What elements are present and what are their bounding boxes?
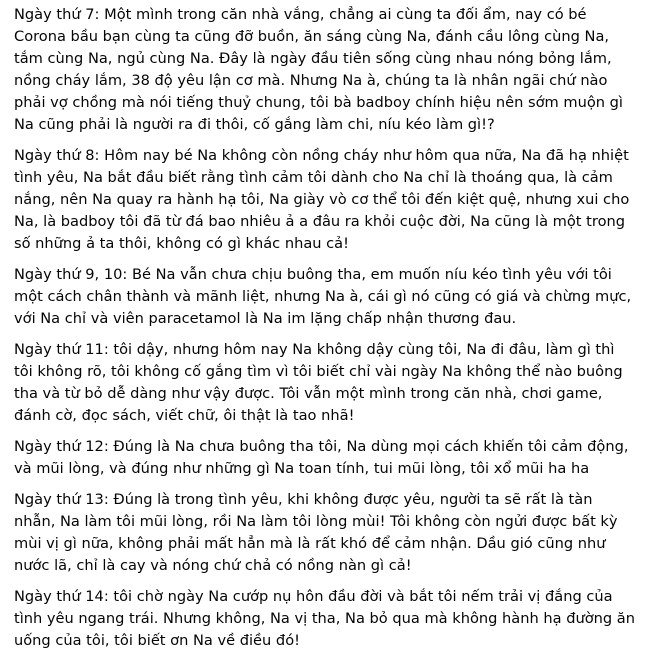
post-paragraph-day-11: Ngày thứ 11: tôi dậy, nhưng hôm nay Na không dậy cùng tôi, Na đi đâu, làm gì thì tôi không rõ, tôi không cố gắng tìm vì tôi biết chỉ vài ngày Na không thể nào buông tha và từ bỏ dễ dàng như vậy được. Tôi vẫn một mình trong căn nhà, chơi game, đánh cờ, đọc sách, viết chữ, ôi thật là tao nhã! (14, 341, 623, 424)
post-paragraph-day-7: Ngày thứ 7: Một mình trong căn nhà vắng, chẳng ai cùng ta đối ẩm, nay có bé Corona bầu bạn cùng ta cũng đỡ buồn, ăn sáng cùng Na, đánh cầu lông cùng Na, tắm cùng Na, ngủ cùng Na. Đây là ngày đầu tiên sống cùng nhau nóng bỏng lắm, nồng cháy lắm, 38 độ yêu lận cơ mà. Nhưng Na à, chúng ta là nhân ngãi chứ nào phải vợ chồng mà nói tiếng thuỷ chung, tôi bà badboy chính hiệu nên sớm muộn gì Na cũng phải là người ra đi thôi, cố gắng làm chi, níu kéo làm gì!? (14, 6, 623, 133)
post-paragraph-day-9-10: Ngày thứ 9, 10: Bé Na vẫn chưa chịu buông tha, em muốn níu kéo tình yêu với tôi một cách chân thành và mãnh liệt, nhưng Na à, cái gì nó cũng có giá và chừng mực, với Na chỉ và viên paracetamol là Na im lặng chấp nhận thương đau. (14, 266, 632, 327)
post-paragraph-day-12: Ngày thứ 12: Đúng là Na chưa buông tha tôi, Na dùng mọi cách khiến tôi cảm động, và mũi lòng, và đúng như những gì Na toan tính, tui mũi lòng, tôi xổ mũi ha ha (14, 438, 629, 477)
post-paragraph-day-13: Ngày thứ 13: Đúng là trong tình yêu, khi không được yêu, người ta sẽ rất là tàn nhẫn, Na làm tôi mũi lòng, rồi Na làm tôi lòng mùi! Tôi không còn ngửi được bất kỳ mùi vị gì nữa, không phải mất hẳn mà là rất khó để cảm nhận. Dầu gió cũng như nước lã, chỉ là cay và nóng chứ chả có nồng nàn gì cả! (14, 491, 618, 574)
post-paragraph-day-14: Ngày thứ 14: tôi chờ ngày Na cướp nụ hôn đầu đời và bắt tôi nếm trải vị đắng của tình yêu ngang trái. Nhưng không, Na vị tha, Na bỏ qua mà không hành hạ đường ăn uống của tôi, tôi biết ơn Na về điều đó! (14, 588, 635, 649)
post-paragraph-day-8: Ngày thứ 8: Hôm nay bé Na không còn nồng cháy như hôm qua nữa, Na đã hạ nhiệt tình yêu, Na bắt đầu biết rằng tình cảm tôi dành cho Na chỉ là thoáng qua, là cảm nắng, nên Na quay ra hành hạ tôi, Na giày vò cơ thể tôi đến kiệt quệ, nhưng xui cho Na, là badboy tôi đã từ đá bao nhiêu ả a đâu ra khỏi cuộc đời, Na cũng là một trong số những ả ta thôi, không có gì khác nhau cả! (14, 147, 630, 252)
